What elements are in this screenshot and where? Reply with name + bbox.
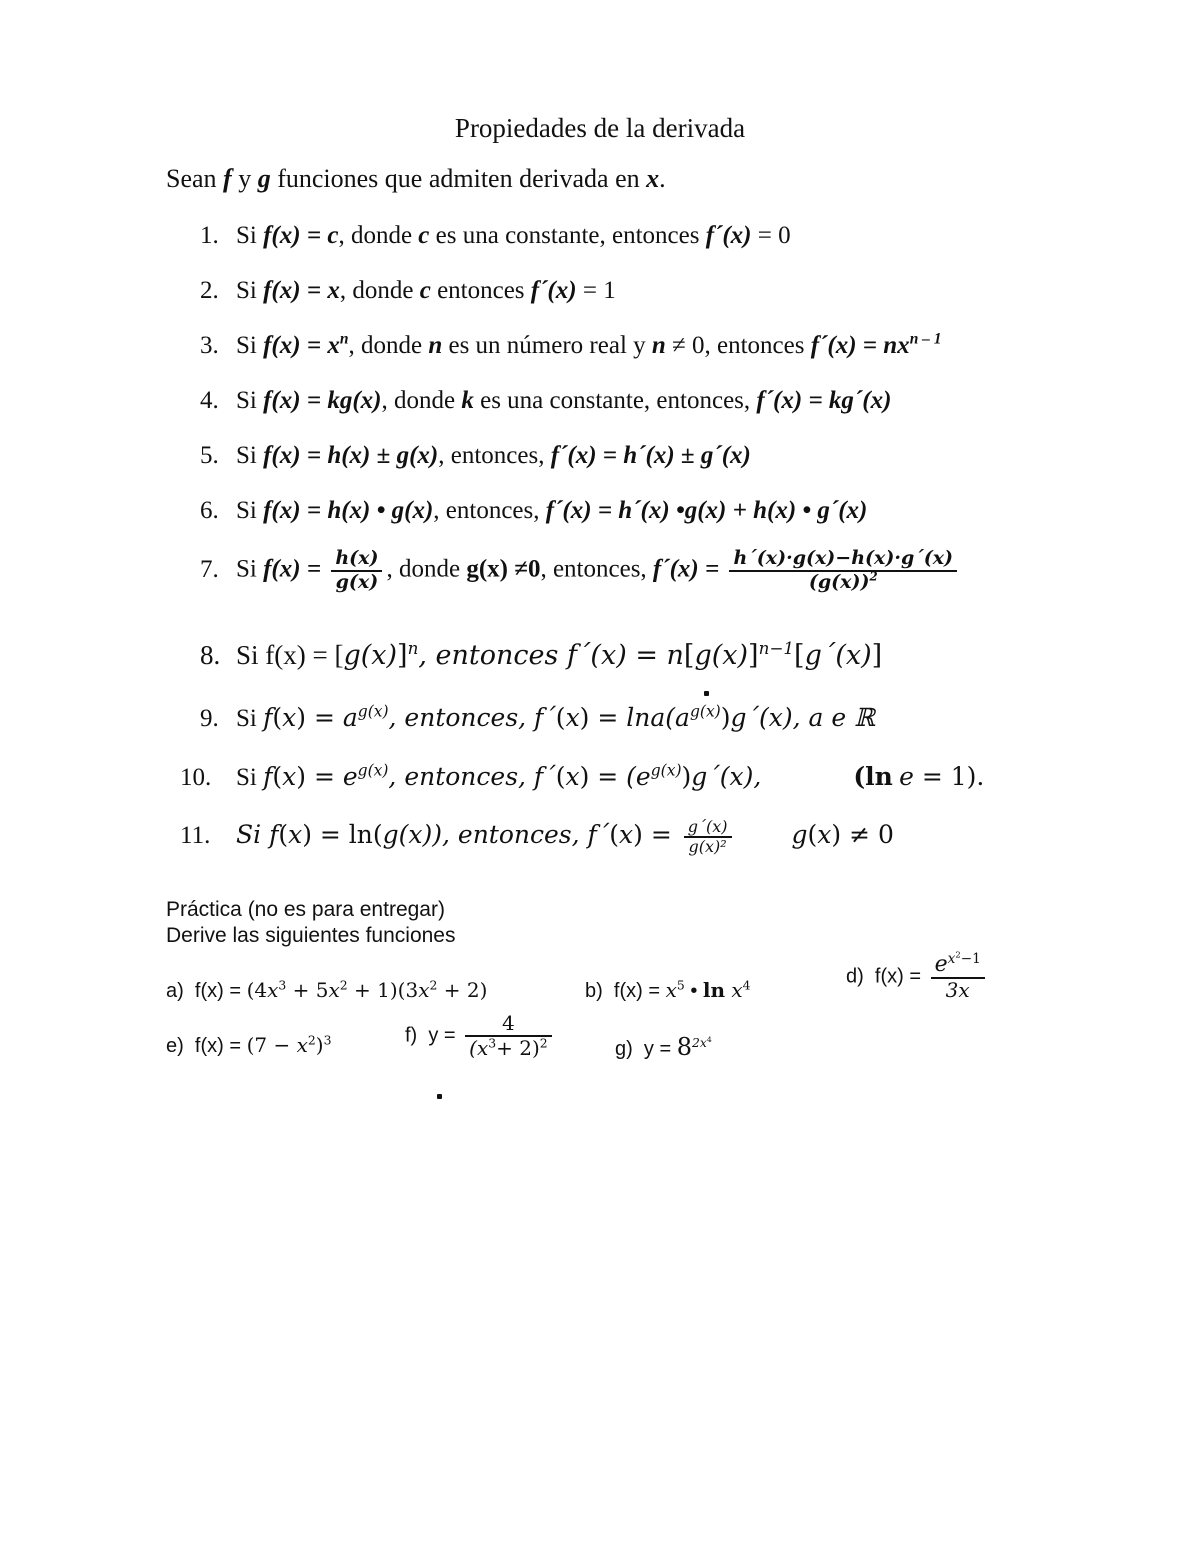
exercise-g: g) $y = 8^{2x^4}$ xyxy=(615,1033,712,1061)
property-item: 10. Si $f(x) = e^{g(x)}$, entonces, f´(x) = $(e^{g(x)})g´(x)$, (ln e = 1). xyxy=(180,761,985,791)
property-item: 6. Si f(x) = h(x) • g(x), entonces, f´(x) = h´(x) •g(x) + h(x) • g´(x) xyxy=(200,497,868,524)
stray-dot xyxy=(437,1094,442,1099)
property-item: 3. Si $f(x) = x^n$, donde n es un número real y n ≠ 0, entonces f´(x) = $nx^{n - 1}$ xyxy=(200,330,942,359)
exercise-b: b) $f(x) = x^5$ • $\ln x^4$ xyxy=(585,977,751,1002)
practice-instruction: Derive las siguientes funciones xyxy=(166,924,456,947)
property-item: 7. Si f(x) = $\frac{h(x)}{g(x)}$ , donde g(x) ≠0, entonces, f´(x) = $\frac{h´(x)\cdot g(x)-h(x)\cdot g´(x)}{(g(x))^2}$ xyxy=(200,548,961,594)
intro-line: Sean f y g funciones que admiten derivada en x. xyxy=(166,164,666,193)
exercise-e: e) $f(x) = (7 - x^2)^3$ xyxy=(166,1032,332,1057)
property-item: 4. Si f(x) = kg(x), donde k es una constante, entonces, f´(x) = kg´(x) xyxy=(200,387,892,414)
fraction: $\frac{4}{(x^3+ 2)^2}$ xyxy=(465,1012,552,1060)
exercise-f: f) y = $\frac{4}{(x^3+ 2)^2}$ xyxy=(405,1012,556,1060)
page-title: Propiedades de la derivada xyxy=(454,113,746,143)
exercise-d: d) f(x) = $\frac{e^{x^2-1}}{3x}$ xyxy=(846,952,989,1002)
property-item: 2. Si f(x) = x, donde c entonces f´(x) = 1 xyxy=(200,277,616,304)
fraction: $\frac{e^{x^2-1}}{3x}$ xyxy=(931,952,985,1002)
property-item: 11. Si f(x) = ln(g(x)), entonces, f´(x) = $\frac{g´(x)}{\text{g(x)²}}$ g(x) ≠ 0 xyxy=(180,817,894,857)
property-item: 9. Si $f(x) = a^{g(x)}$, entonces, f´(x) = $\ln a(a^{g(x)})g´(x)$, a e ℝ xyxy=(200,702,875,732)
fraction: $\frac{h´(x)\cdot g(x)-h(x)\cdot g´(x)}{(g(x))^2}$ xyxy=(729,548,957,594)
property-item: 1. Si f(x) = c, donde c es una constante, entonces f´(x) = 0 xyxy=(200,222,791,249)
fraction: $\frac{g´(x)}{\text{g(x)²}}$ xyxy=(684,818,732,857)
property-item: 8. Si $f(x) = [g(x)]^n$, entonces f´(x) = $n[g(x)]^{n-1}[g´(x)]$ xyxy=(200,638,883,671)
property-item: 5. Si f(x) = h(x) ± g(x), entonces, f´(x) = h´(x) ± g´(x) xyxy=(200,442,751,469)
practice-heading: Práctica (no es para entregar) xyxy=(166,898,445,921)
exercise-a: a) $f(x) = (4x^3 + 5x^2 + 1)(3x^2 + 2)$ xyxy=(166,977,488,1002)
fraction: $\frac{h(x)}{g(x)}$ xyxy=(331,548,382,594)
stray-dot xyxy=(704,691,709,696)
